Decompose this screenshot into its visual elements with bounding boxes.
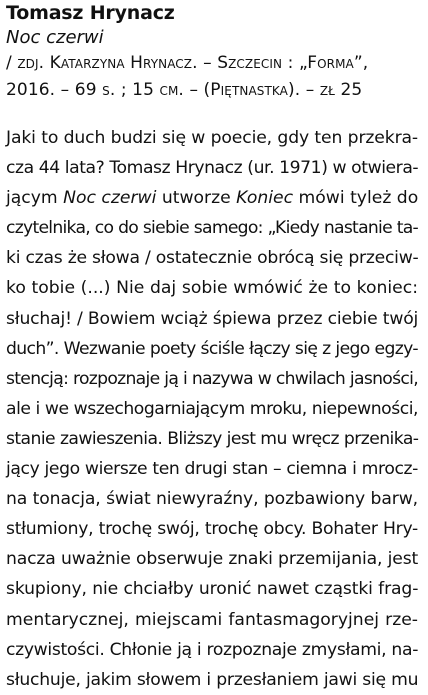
review-text	[6, 123, 418, 695]
review-line: cza 44 lata? Tomasz Hrynacz (ur. 1971) w otwiera-	[6, 158, 419, 179]
review-line: słuchaj! / Bowiem wciąż śpiewa przez ciebie twój	[6, 308, 419, 329]
book-author: Tomasz Hrynacz	[6, 2, 175, 24]
review-line: duch”. Wezwanie poety ściśle łączy się z jego egzy-	[6, 338, 418, 359]
review-line: mentarycznej, miejscami fantasmagoryjnej rze-	[6, 609, 418, 630]
review-line: ki czas że słowa / ostatecznie obrócą się przeciw-	[6, 248, 419, 269]
review-line: Jaki to duch budzi się w poecie, gdy ten przekra-	[6, 128, 418, 148]
review-line: stłumiony, trochę swój, trochę obcy. Bohater Hry-	[6, 519, 418, 540]
review-line: czytelnika, co do siebie samego: „Kiedy nastanie ta-	[6, 218, 418, 239]
review-line: ko tobie (...) Nie daj sobie wmówić że to koniec:	[6, 278, 418, 299]
bibliographic-line-2	[6, 77, 418, 104]
review-line: stanie zawieszenia. Bliższy jest mu wręcz przenika-	[6, 428, 419, 449]
review-line: skupiony, nie chciałby uronić nawet cząstki frag-	[6, 579, 419, 600]
review-line: ale i we wszechogarniającym mroku, niepewności,	[6, 398, 418, 419]
italic-work-title: Noc czerwi	[63, 188, 157, 209]
bibliographic-text-2: 2016. – 69 s. ; 15 cm. – (Piętnastka). – zł 25	[6, 80, 363, 100]
review-line: na tonacja, świat niewyraźny, pozbawiony barw,	[6, 489, 418, 510]
review-line: słuchuje, jakim słowem i przesłaniem jawi się mu	[6, 669, 419, 690]
review-line-with-italics: jącym Noc czerwi utworze Koniec mówi tyleż do	[6, 188, 419, 209]
bibliographic-text-1: / zdj. Katarzyna Hrynacz. – Szczecin : „Forma”,	[6, 53, 369, 73]
review-line: jący jego wiersze ten drugi stan – ciemna i mrocz-	[6, 459, 418, 480]
book-title: Noc czerwi	[6, 27, 104, 48]
bibliographic-line-1	[6, 50, 418, 77]
review-line: stencją: rozpoznaje ją i nazywa w chwilach jasności,	[6, 368, 418, 389]
review-line: nacza uważnie obserwuje znaki przemijania, jest	[6, 549, 419, 570]
review-line: czywistości. Chłonie ją i rozpoznaje zmysłami, na-	[6, 639, 419, 660]
italic-work-title: Koniec	[236, 188, 294, 209]
